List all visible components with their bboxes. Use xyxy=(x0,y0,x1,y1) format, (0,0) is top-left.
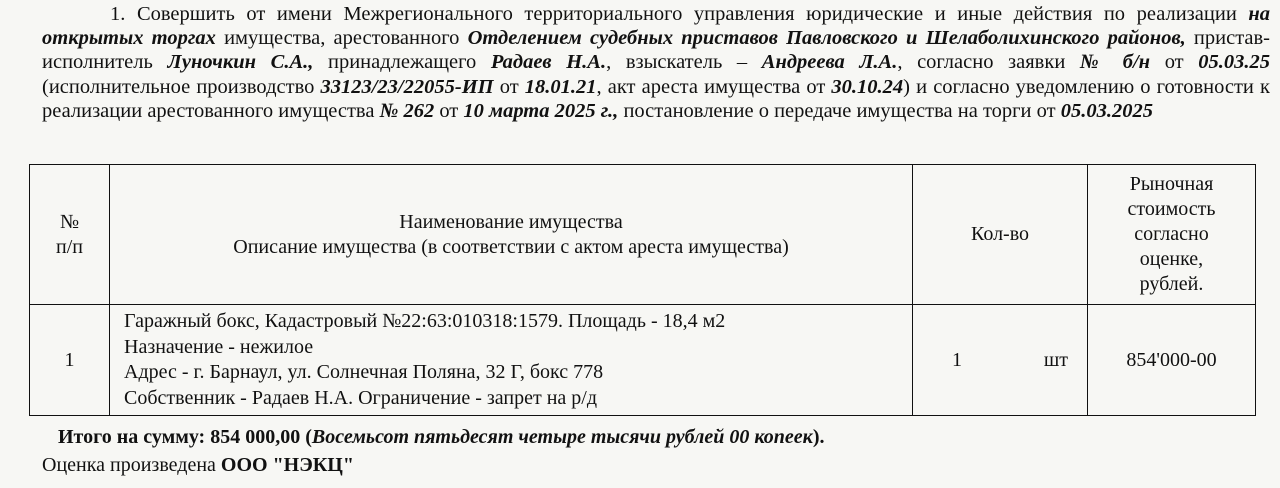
description-line: Назначение - нежилое xyxy=(124,335,314,358)
header-quantity: Кол-во xyxy=(913,165,1088,305)
description-line: Адрес - г. Барнаул, ул. Солнечная Поляна, 32 Г, бокс 778 xyxy=(124,361,604,383)
notice-date: 10 марта 2025 г., xyxy=(463,99,619,122)
case-number: 33123/23/22055-ИП xyxy=(320,75,494,98)
paragraph-text: , согласно заявки xyxy=(897,51,1080,74)
total-in-words: Восемьсот пятьдесят четыре тысячи рублей 00 копеек xyxy=(311,426,813,448)
total-label: Итого на сумму: 854 000,00 ( xyxy=(58,426,312,448)
paragraph-text: принадлежащего xyxy=(313,51,491,74)
property-table xyxy=(29,164,1256,416)
case-date: 18.01.21 xyxy=(524,75,597,98)
row-quantity xyxy=(913,305,1088,416)
bailiff-name: Луночкин С.А., xyxy=(167,51,314,74)
paragraph-text: от xyxy=(493,75,525,98)
paragraph-text: имущества, арестованного xyxy=(215,27,468,50)
total-sum xyxy=(58,426,824,449)
paragraph-text: от xyxy=(1150,51,1199,74)
row-price: 854'000-00 xyxy=(1088,305,1256,416)
debtor-name: Радаев Н.А. xyxy=(490,51,607,74)
quantity-value: 1 xyxy=(952,348,962,371)
row-number: 1 xyxy=(30,305,110,416)
paragraph-text: ) и согласно уведомлению о готовности к реализации арестованного имущества xyxy=(42,75,1270,122)
header-name-line1: Наименование имущества xyxy=(399,210,623,233)
paragraph-text: постановление о передаче имущества на торги от xyxy=(618,99,1061,122)
header-price xyxy=(1088,165,1256,305)
creditor-name: Андреева Л.А. xyxy=(761,51,898,74)
row-description xyxy=(110,305,913,416)
evaluation-org: ООО "НЭКЦ" xyxy=(220,454,354,476)
notice-number: № 262 xyxy=(379,99,435,122)
resolution-date: 05.03.2025 xyxy=(1060,99,1153,122)
header-number xyxy=(30,165,110,305)
paragraph-text: , акт ареста имущества от xyxy=(596,75,832,98)
header-name xyxy=(110,165,913,305)
paragraph-text: (исполнительное производство xyxy=(42,75,321,98)
paragraph-text: от xyxy=(434,99,464,122)
header-price-label: Рыночная стоимость согласно оценке, рублей. xyxy=(1127,173,1216,295)
header-number-label: № п/п xyxy=(56,210,83,258)
table-row xyxy=(30,305,1256,416)
bailiff-department: Отделением судебных приставов Павловского и Шелаболихинского районов, xyxy=(467,27,1186,50)
auction-type: на открытых торгах xyxy=(42,3,1270,50)
quantity-unit: шт xyxy=(1043,348,1068,371)
evaluation-note xyxy=(42,454,354,477)
order-paragraph xyxy=(42,2,1270,123)
request-date: 05.03.25 xyxy=(1198,51,1270,74)
paragraph-text: , взыскатель – xyxy=(606,51,762,74)
request-number: № б/н xyxy=(1079,51,1151,74)
table-header-row xyxy=(30,165,1256,305)
description-line: Гаражный бокс, Кадастровый №22:63:010318:1579. Площадь - 18,4 м2 xyxy=(124,310,726,332)
arrest-date: 30.10.24 xyxy=(831,75,904,98)
paragraph-text: 1. Совершить от имени Межрегионального территориального управления юридические и иные действия по реализации xyxy=(110,3,1249,25)
description-line: Собственник - Радаев Н.А. Ограничение - запрет на р/д xyxy=(124,386,598,409)
header-name-line2: Описание имущества (в соответствии с актом ареста имущества) xyxy=(233,235,789,258)
paragraph-text: пристав-исполнитель xyxy=(42,27,1271,74)
evaluation-label: Оценка произведена xyxy=(42,454,221,476)
total-end: ). xyxy=(812,426,825,448)
